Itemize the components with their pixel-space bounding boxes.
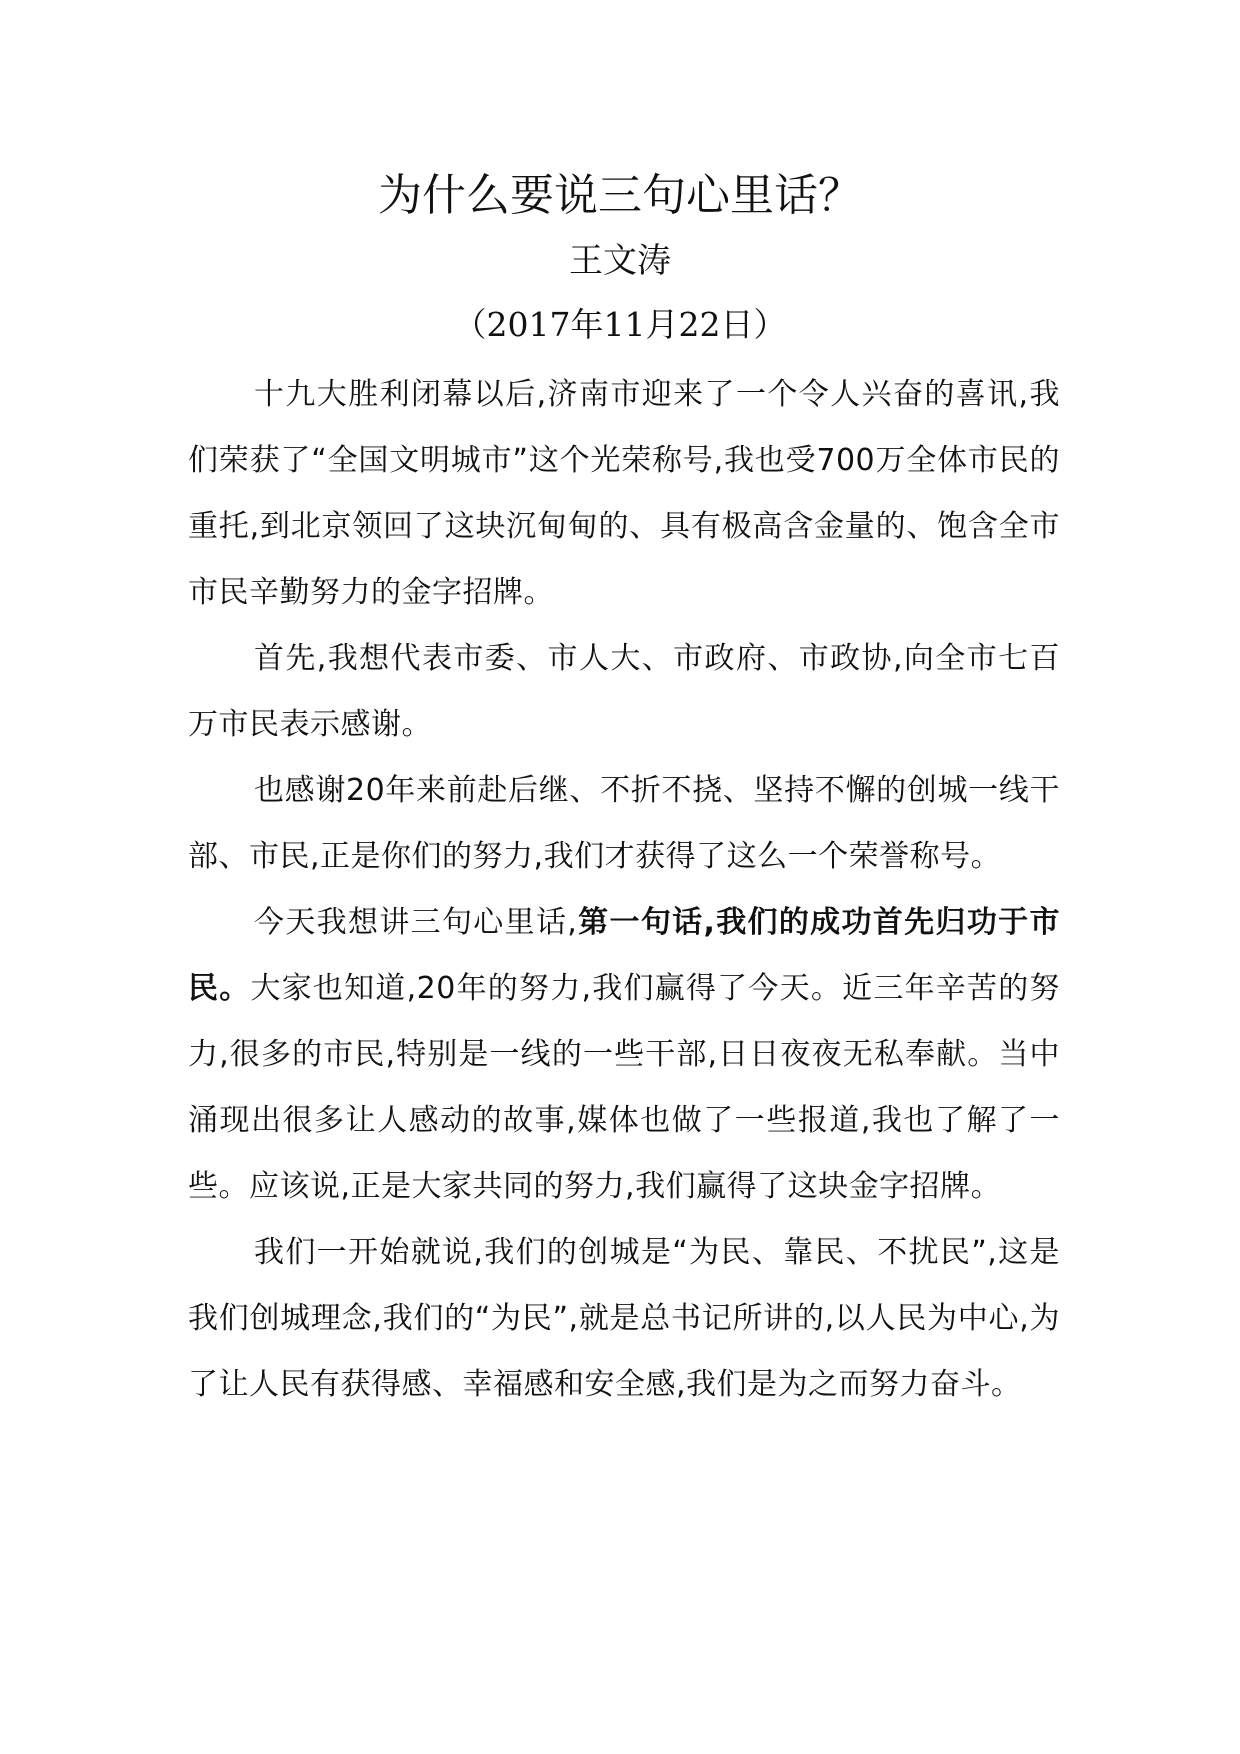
paragraph-1: 十九大胜利闭幕以后,济南市迎来了一个令人兴奋的喜讯,我们荣获了“全国文明城市”这个光荣称号,我也受700万全体市民的重托,到北京领回了这块沉甸甸的、具有极高含金量的、饱含全市市民辛勤努力的金字招牌。 <box>188 377 1060 610</box>
paragraph-5: 我们一开始就说,我们的创城是“为民、靠民、不扰民”,这是我们创城理念,我们的“为民”,就是总书记所讲的,以人民为中心,为了让人民有获得感、幸福感和安全感,我们是为之而努力奋斗。 <box>188 1235 1060 1402</box>
paragraph-3: 也感谢20年来前赴后继、不折不挠、坚持不懈的创城一线干部、市民,正是你们的努力,我们才获得了这么一个荣誉称号。 <box>188 773 1060 874</box>
paragraph-4-rest: 大家也知道,20年的努力,我们赢得了今天。近三年辛苦的努力,很多的市民,特别是一线的一些干部,日日夜夜无私奉献。当中涌现出很多让人感动的故事,媒体也做了一些报道,我也了解了一些。应该说,正是大家共同的努力,我们赢得了这块金字招牌。 <box>188 971 1061 1204</box>
paragraph-4 <box>188 890 1060 1220</box>
author-name: 王文涛 <box>569 241 671 281</box>
paragraph-4-lead: 今天我想讲三句心里话, <box>254 905 578 940</box>
paragraph-4-bold-statement: 第一句话,我们的成功首先归功于市民。 <box>188 905 1060 1006</box>
document-title: 为什么要说三句心里话？ <box>378 170 862 221</box>
paragraph-2: 首先,我想代表市委、市人大、市政府、市政协,向全市七百万市民表示感谢。 <box>188 641 1060 742</box>
document-date: （2017年11月22日） <box>453 305 787 344</box>
article-body <box>188 362 1060 1418</box>
